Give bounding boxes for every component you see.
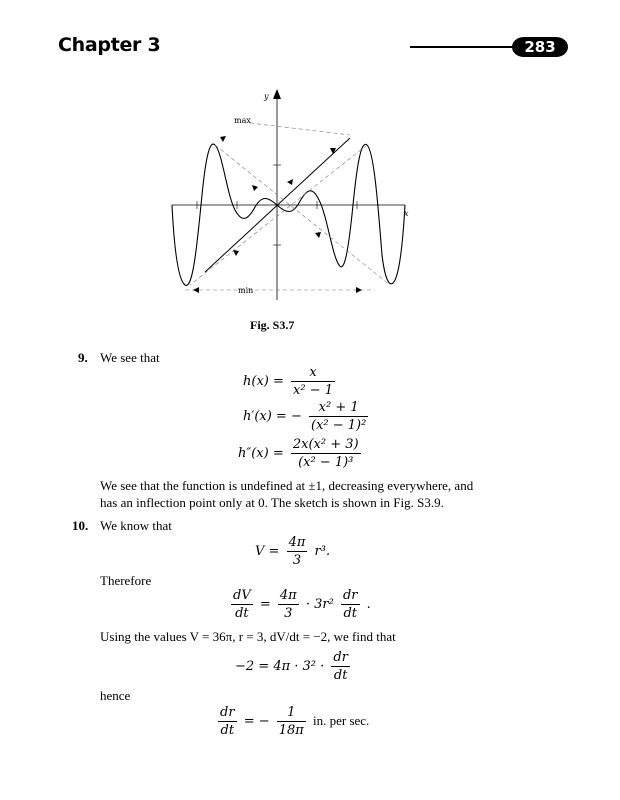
using-values-text: Using the values V = 36π, r = 3, dV/dt = −2, we find that <box>100 629 396 644</box>
eq-numerator: dr <box>333 650 348 665</box>
eq-lhs: V = <box>255 544 280 559</box>
eq-numerator: dV <box>233 588 251 603</box>
eq-denominator: dt <box>343 606 358 621</box>
eq-denominator: 3 <box>284 606 293 621</box>
eq-denominator: x² − 1 <box>293 383 333 398</box>
eq-numerator: 2x(x² + 3) <box>292 437 359 452</box>
eq-equals: = − <box>243 714 270 729</box>
eq-numerator: x <box>291 365 335 382</box>
equation-result <box>215 705 369 738</box>
eq-numerator: 4π <box>279 588 297 603</box>
equation-h <box>243 365 338 398</box>
eq-denominator: 18π <box>278 723 304 738</box>
chapter-title: Chapter 3 <box>58 34 161 56</box>
min-label: min <box>238 286 254 295</box>
eq-rhs: r³. <box>314 544 331 559</box>
eq-period: . <box>366 597 371 612</box>
eq-equals: = <box>259 597 271 612</box>
problem-10-intro: We know that <box>100 518 172 533</box>
x-axis-label: x <box>404 209 409 218</box>
problem-9-number: 9. <box>78 350 88 365</box>
eq-numerator: 4π <box>288 535 306 550</box>
eq-numerator: 1 <box>277 705 306 722</box>
problem-9-conclusion-line-1: We see that the function is undefined at ±1, decreasing everywhere, and <box>100 478 474 493</box>
header-rule <box>410 46 520 48</box>
guide-line <box>250 123 350 135</box>
guide-line <box>190 145 367 285</box>
therefore-text: Therefore <box>100 573 152 588</box>
arrow-icon <box>193 287 199 293</box>
eq-numerator: dr <box>342 588 358 603</box>
equation-volume <box>255 535 330 568</box>
problem-9-conclusion-line-2: has an inflection point only at 0. The sketch is shown in Fig. S3.9. <box>100 495 444 510</box>
figure-caption: Fig. S3.7 <box>250 318 295 332</box>
equation-solve <box>235 650 353 683</box>
guide-line <box>215 145 390 285</box>
eq-units: in. per sec. <box>312 713 370 728</box>
eq-middle-term: · 3r² <box>305 597 334 612</box>
equation-dv-dt <box>228 588 371 621</box>
eq-denominator: (x² − 1)² <box>311 418 367 433</box>
arrow-icon <box>330 148 336 154</box>
hence-text: hence <box>100 688 131 703</box>
y-axis-arrow-icon <box>273 89 281 99</box>
y-axis-label: y <box>264 92 269 101</box>
problem-10-number: 10. <box>72 518 89 533</box>
problem-9-intro: We see that <box>100 350 160 365</box>
eq-denominator: dt <box>235 606 249 621</box>
eq-lhs: h″(x) = <box>238 446 284 461</box>
eq-denominator: 3 <box>292 553 302 568</box>
arrow-icon <box>315 232 321 238</box>
arrow-icon <box>287 179 293 185</box>
eq-lhs: h(x) = <box>243 374 284 389</box>
eq-denominator: dt <box>220 723 235 738</box>
eq-numerator: x² + 1 <box>309 400 368 417</box>
eq-denominator: (x² − 1)³ <box>298 455 354 470</box>
arrow-icon <box>233 250 239 256</box>
arrow-icon <box>252 185 258 191</box>
arrow-icon <box>356 287 362 293</box>
function-curve <box>172 144 405 285</box>
equation-h-double-prime <box>238 437 364 470</box>
max-label: max <box>234 116 251 125</box>
page-number-badge: 283 <box>512 37 568 57</box>
figure-s3-7 <box>160 85 420 310</box>
eq-lhs: −2 = 4π · 3² · <box>235 659 325 674</box>
eq-denominator: dt <box>333 668 348 683</box>
eq-lhs: h′(x) = − <box>243 409 302 424</box>
arrow-icon <box>220 136 226 142</box>
equation-h-prime <box>243 400 371 433</box>
eq-numerator: dr <box>220 705 235 720</box>
